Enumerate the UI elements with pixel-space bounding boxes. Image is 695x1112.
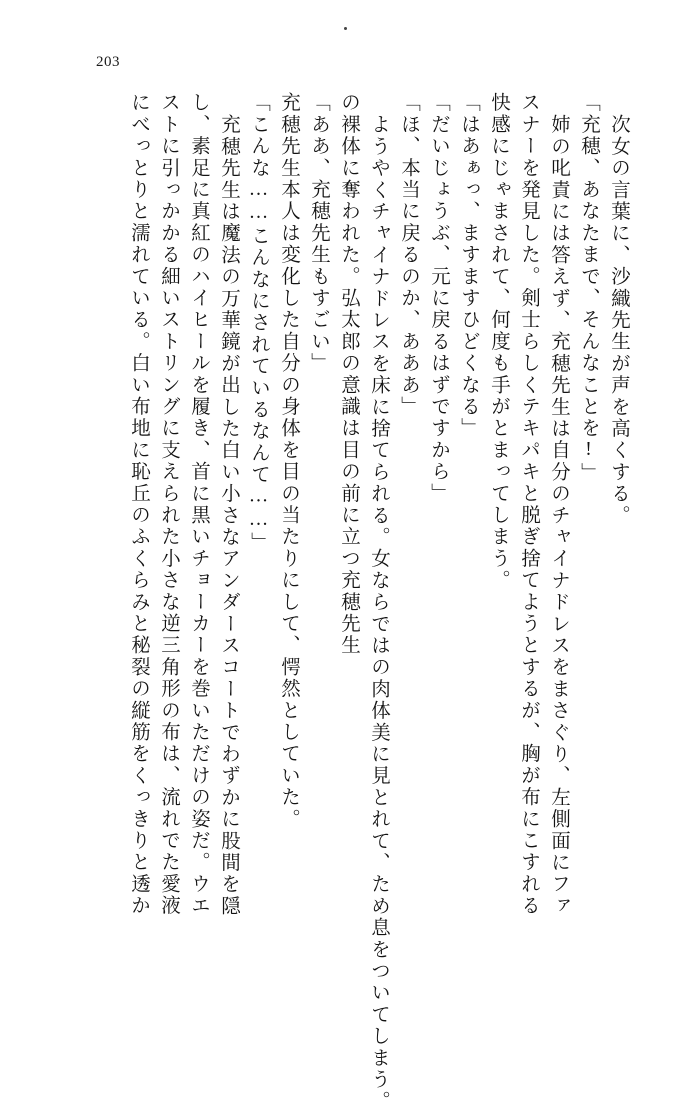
text-column: にべっとりと濡れている。白い布地に恥丘のふくらみと秘裂の縦筋をくっきりと透か <box>128 92 149 917</box>
text-column: 「ほ、本当に戻るのか、あああ」 <box>398 92 419 418</box>
page-number: 203 <box>96 54 120 70</box>
text-column: 快感にじゃまされて、何度も手がとまってしまう。 <box>488 92 509 592</box>
text-column: 充穂先生本人は変化した自分の身体を目の当たりにして、愕然としていた。 <box>278 92 299 830</box>
text-column: 「だいじょうぶ、元に戻るはずですから」 <box>428 92 449 505</box>
text-column: の裸体に奪われた。弘太郎の意識は目の前に立つ充穂先生 <box>338 92 359 657</box>
text-column: 充穂先生は魔法の万華鏡が出した白い小さなアンダースコートでわずかに股間を隠 <box>218 114 239 917</box>
text-column: 姉の叱責には答えず、充穂先生は自分のチャイナドレスをまさぐり、左側面にファ <box>548 114 569 917</box>
page-speck <box>344 27 347 30</box>
text-column: 「充穂、あなたまで、そんなことを!」 <box>578 92 599 485</box>
text-column: ようやくチャイナドレスを床に捨てられる。女ならではの肉体美に見とれて、ため息をついてしまう。 <box>368 114 389 1112</box>
text-column: 「こんな……こんなにされているなんて……」 <box>248 92 269 554</box>
text-column: 「ああ、充穂先生もすごい」 <box>308 92 329 375</box>
text-column: 次女の言葉に、沙織先生が声を高くする。 <box>608 114 629 527</box>
vertical-text-block <box>72 92 629 1112</box>
text-column: ストに引っかかる細いストリングに支えられた小さな逆三角形の布は、流れでた愛液 <box>158 92 179 917</box>
text-column: スナーを発見した。剣士らしくテキパキと脱ぎ捨てようとするが、胸が布にこすれる <box>518 92 539 917</box>
text-column: し、素足に真紅のハイヒールを履き、首に黒いチョーカーを巻いただけの姿だ。ウエ <box>188 92 209 917</box>
text-column: 「はあぁっ、ますますひどくなる」 <box>458 92 479 440</box>
